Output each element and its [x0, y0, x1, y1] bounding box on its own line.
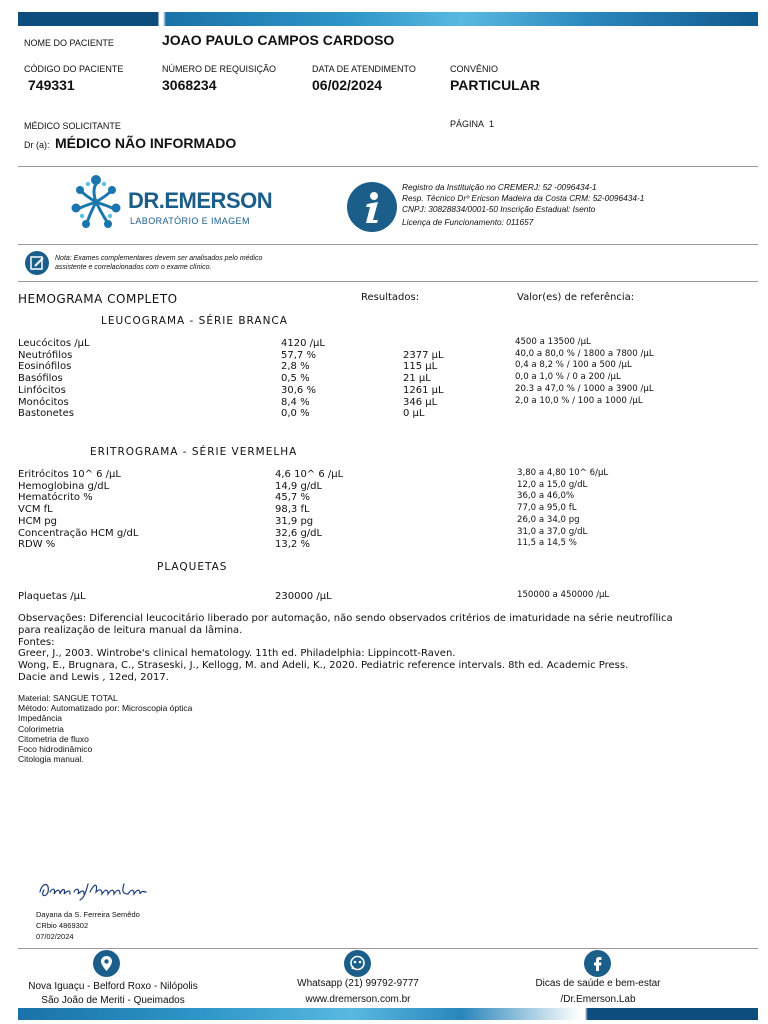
location-icon: [93, 950, 120, 977]
leukogram-references: [515, 337, 654, 407]
leuko-name: Basófilos: [18, 373, 63, 385]
info-line: CNPJ: 30828834/0001-50 Inscrição Estadual: Isento: [402, 204, 596, 214]
leuko-abs: 115 µL: [403, 361, 438, 373]
erythrogram-results: [275, 469, 343, 551]
leuko-name: Neutrófilos: [18, 349, 73, 361]
method-line: Citologia manual.: [18, 754, 84, 765]
eritro-ref: 77,0 a 95,0 fL: [517, 503, 577, 514]
eritro-ref: 26,0 a 34,0 pg: [517, 514, 580, 525]
eritro-name: Concentração HCM g/dL: [18, 527, 139, 539]
info-icon-glyph: [347, 182, 397, 232]
note-line: Nota: Exames complementares devem ser analisados pelo médico: [55, 255, 263, 262]
footer-social: [508, 976, 688, 1008]
patient-name: JOAO PAULO CAMPOS CARDOSO: [162, 32, 395, 48]
eritro-result: 13,2 %: [275, 539, 310, 551]
footer-facebook-handle[interactable]: /Dr.Emerson.Lab: [560, 994, 636, 1005]
note-line: assistente e correlacionados com o exame clínico.: [55, 264, 212, 271]
dr-prefix: Dr (a):: [24, 140, 50, 150]
request-number-label: NÚMERO DE REQUISIÇÃO: [162, 64, 277, 74]
leuko-name: Linfócitos: [18, 384, 66, 396]
page-label-text: PÁGINA: [450, 119, 485, 129]
leuko-result: 0,5 %: [281, 373, 310, 385]
leuko-abs: 1261 µL: [403, 384, 444, 396]
info-line: Licença de Funcionamento: 011657: [402, 217, 534, 227]
reference-label: Valor(es) de referência:: [517, 292, 635, 303]
map-pin-icon: [93, 950, 120, 977]
whatsapp-icon: [344, 950, 371, 977]
obs-line: Fontes:: [18, 636, 55, 648]
leuko-result: 30,6 %: [281, 384, 316, 396]
leuko-abs: 21 µL: [403, 373, 431, 385]
bottom-color-bar: [18, 1008, 758, 1020]
eritro-ref: 36,0 a 46,0%: [517, 491, 575, 502]
patient-code-label: CÓDIGO DO PACIENTE: [24, 64, 124, 74]
leuko-ref: 0,0 a 1,0 % / 0 a 200 /µL: [515, 372, 621, 383]
logo-divider: [18, 244, 758, 245]
lab-subtitle: LABORATÓRIO E IMAGEM: [130, 216, 250, 226]
eritro-ref: 3,80 a 4,80 10^ 6/µL: [517, 468, 609, 478]
lab-logo-icon: [68, 170, 124, 234]
leuko-name: Eosinófilos: [18, 361, 72, 373]
obs-line: para realização de leitura manual da lâmina.: [18, 624, 243, 636]
doctor-name: MÉDICO NÃO INFORMADO: [55, 135, 237, 151]
clinical-note: [55, 254, 262, 272]
eritro-name: Hematócrito %: [18, 492, 93, 504]
eritro-result: 98,3 fL: [275, 504, 310, 516]
eritro-name: RDW %: [18, 539, 56, 551]
leuko-result: 0,0 %: [281, 408, 310, 420]
leuko-result: 2,8 %: [281, 361, 310, 373]
leuko-result: 57,7 %: [281, 349, 316, 361]
eritro-name: HCM pg: [18, 515, 58, 527]
signature-date: 07/02/2024: [36, 932, 74, 941]
request-number: 3068234: [162, 77, 217, 93]
eritro-ref: 12,0 a 15,0 g/dL: [517, 479, 588, 490]
service-date-label: DATA DE ATENDIMENTO: [312, 64, 416, 74]
eritro-ref: 11,5 a 14,5 %: [517, 538, 577, 549]
page-label: [450, 119, 494, 129]
insurance-label: CONVÊNIO: [450, 64, 499, 74]
note-icon: [25, 251, 49, 275]
erythrogram-title: ERITROGRAMA - SÉRIE VERMELHA: [90, 446, 298, 458]
leuko-result: 4120 /µL: [281, 338, 325, 349]
leuko-ref: 40,0 a 80,0 % / 1800 a 7800 /µL: [515, 348, 654, 359]
leuko-ref: 20.3 a 47,0 % / 1000 a 3900 /µL: [515, 383, 654, 394]
method-info: [18, 693, 192, 764]
platelets-reference: 150000 a 450000 /µL: [517, 590, 610, 600]
eritro-result: 4,6 10^ 6 /µL: [275, 469, 344, 480]
facebook-icon: [584, 950, 611, 977]
erythrogram-references: [517, 468, 608, 550]
observations: [18, 613, 673, 684]
exam-title: HEMOGRAMA COMPLETO: [18, 292, 178, 306]
method-line: Material: SANGUE TOTAL: [18, 693, 118, 703]
leuko-name: Leucócitos /µL: [18, 338, 90, 349]
leuko-abs: 0 µL: [403, 408, 425, 420]
signer-crbio: CRbio 4869302: [36, 921, 89, 930]
page-number: 1: [489, 119, 495, 129]
leuko-name: Monócitos: [18, 396, 69, 408]
footer-loc-line: Nova Iguaçu - Belford Roxo - Nilópolis: [28, 981, 198, 992]
whatsapp-glyph-icon: [344, 950, 371, 977]
leuko-result: 8,4 %: [281, 396, 310, 408]
signature-block: [36, 909, 140, 942]
leuko-abs: [403, 338, 444, 350]
platelets-title: PLAQUETAS: [157, 561, 228, 573]
footer-locations: [18, 979, 208, 1009]
leuko-name: Bastonetes: [18, 408, 75, 420]
note-divider: [18, 281, 758, 282]
footer-contact: [268, 976, 448, 1008]
platelets-name: Plaquetas /µL: [18, 591, 86, 602]
facebook-glyph-icon: [584, 950, 611, 977]
info-line: Registro da Instituição no CREMERJ: 52 -0096434-1: [402, 182, 597, 192]
method-line: Impedância: [18, 713, 62, 724]
patient-name-label: NOME DO PACIENTE: [24, 38, 114, 48]
footer-divider: [18, 948, 758, 949]
leukogram-results: [281, 338, 325, 420]
leuko-abs: 346 µL: [403, 396, 438, 408]
patient-code: 749331: [28, 77, 75, 93]
footer-loc-line: São João de Meriti - Queimados: [41, 995, 185, 1006]
obs-line: Observações: Diferencial leucocitário liberado por automação, não sendo observados critérios de imaturidade na série neutrofílica: [18, 613, 673, 624]
lab-registration-info: [402, 182, 644, 228]
results-label: Resultados:: [361, 292, 420, 303]
obs-line: Greer, J., 2003. Wintrobe's clinical hematology. 11th ed. Philadelphia: Lippincott-Raven.: [18, 648, 456, 660]
requesting-doctor-label: MÉDICO SOLICITANTE: [24, 121, 121, 131]
eritro-name: Hemoglobina g/dL: [18, 480, 110, 492]
top-color-bar: [18, 12, 758, 26]
method-line: Citometria de fluxo: [18, 733, 89, 744]
method-line: Foco hidrodinâmico: [18, 744, 93, 755]
leuko-ref: 2,0 a 10,0 % / 100 a 1000 /µL: [515, 395, 643, 406]
method-line: Método: Automatizado por: Microscopia óptica: [18, 703, 193, 714]
method-line: Colorimetria: [18, 723, 64, 734]
platelets-result: 230000 /µL: [275, 591, 332, 602]
eritro-ref: 31,0 a 37,0 g/dL: [517, 526, 588, 537]
erythrogram-names: [18, 469, 138, 551]
leukogram-absolute: [403, 338, 444, 420]
leuko-ref: 0,4 a 8,2 % / 100 a 500 /µL: [515, 360, 632, 371]
obs-line: Dacie and Lewis , 12ed, 2017.: [18, 671, 169, 683]
leukogram-title: LEUCOGRAMA - SÉRIE BRANCA: [101, 315, 288, 327]
header-divider: [18, 166, 758, 167]
handwritten-signature: [36, 878, 148, 902]
footer-website[interactable]: www.dremerson.com.br: [305, 994, 411, 1005]
eritro-result: 14,9 g/dL: [275, 480, 323, 492]
eritro-result: 31,9 pg: [275, 515, 314, 527]
insurance-value: PARTICULAR: [450, 77, 540, 93]
eritro-name: VCM fL: [18, 504, 53, 516]
leuko-ref: 4500 a 13500 /µL: [515, 337, 591, 347]
footer-tips: Dicas de saúde e bem-estar: [535, 978, 661, 989]
leuko-abs: 2377 µL: [403, 349, 444, 361]
lab-name: DR.EMERSON: [128, 188, 273, 213]
service-date: 06/02/2024: [312, 77, 383, 93]
info-icon: [347, 182, 397, 232]
eritro-name: Eritrócitos 10^ 6 /µL: [18, 469, 121, 480]
footer-whatsapp: Whatsapp (21) 99792-9777: [297, 978, 419, 989]
signer-name: Dayana da S. Ferreira Semêdo: [36, 910, 140, 919]
leukogram-names: [18, 338, 90, 420]
eritro-result: 45,7 %: [275, 492, 310, 504]
info-line: Resp. Técnico Drº Ericson Madeira da Costa CRM: 52-0096434-1: [402, 193, 645, 203]
eritro-result: 32,6 g/dL: [275, 527, 323, 539]
edit-note-icon: [25, 251, 49, 275]
obs-line: Wong, E., Brugnara, C., Straseski, J., Kellogg, M. and Adeli, K., 2020. Pediatric reference intervals. 8th ed. Academic Press.: [18, 660, 629, 672]
